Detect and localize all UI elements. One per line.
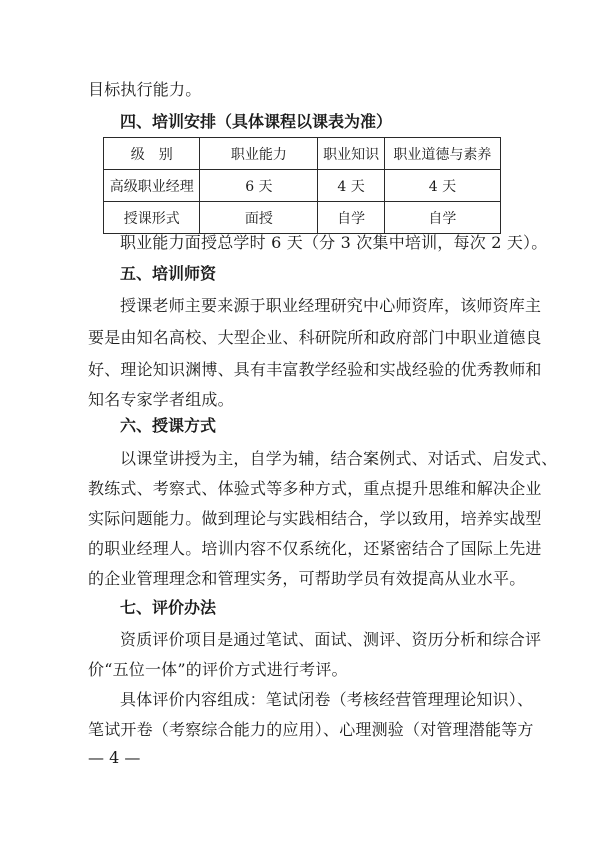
- paragraph-line: 好、理论知识渊博、具有丰富教学经验和实战经验的优秀教师和: [88, 360, 542, 379]
- paragraph-line: 要是由知名高校、大型企业、科研院所和政府部门中职业道德良: [88, 328, 542, 347]
- paragraph-line: 以课堂讲授为主，自学为辅，结合案例式、对话式、启发式、: [120, 449, 558, 468]
- paragraph-line: 价“五位一体”的评价方式进行考评。: [88, 660, 348, 679]
- section-heading-teaching-method: 六、授课方式: [120, 416, 217, 435]
- training-schedule-table: [103, 137, 501, 234]
- header-cell-professional-ability: 职业能力: [200, 138, 318, 170]
- table-cell: 自学: [384, 202, 500, 234]
- page-number: — 4 —: [88, 748, 141, 767]
- paragraph-line: 的职业经理人。培训内容不仅系统化，还紧密结合了国际上先进: [88, 539, 542, 558]
- section-heading-instructors: 五、培训师资: [120, 264, 217, 283]
- header-cell-professional-knowledge: 职业知识: [318, 138, 385, 170]
- table-row: [104, 170, 501, 202]
- section-heading-training-arrangement: 四、培训安排（具体课程以课表为准）: [120, 112, 393, 131]
- table-cell: 4 天: [384, 170, 500, 202]
- paragraph-line: 教练式、考察式、体验式等多种方式，重点提升思维和解决企业: [88, 479, 542, 498]
- table-cell: 6 天: [200, 170, 318, 202]
- header-cell-ethics: 职业道德与素养: [384, 138, 500, 170]
- paragraph-line: 笔试开卷（考察综合能力的应用）、心理测验（对管理潜能等方: [88, 720, 534, 739]
- table-cell: 自学: [318, 202, 385, 234]
- paragraph-line: 职业能力面授总学时 6 天（分 3 次集中培训，每次 2 天）。: [120, 233, 548, 252]
- paragraph-line: 目标执行能力。: [88, 80, 202, 99]
- paragraph-line: 的企业管理理念和管理实务，可帮助学员有效提高从业水平。: [88, 569, 526, 588]
- table-cell: 面授: [200, 202, 318, 234]
- paragraph-line: 实际问题能力。做到理论与实践相结合，学以致用，培养实战型: [88, 509, 542, 528]
- table-header-row: [104, 138, 501, 170]
- table-cell: 授课形式: [104, 202, 200, 234]
- paragraph-line: 资质评价项目是通过笔试、面试、测评、资历分析和综合评: [120, 630, 542, 649]
- table-row: [104, 202, 501, 234]
- paragraph-line: 具体评价内容组成：笔试闭卷（考核经营管理理论知识）、: [120, 690, 534, 709]
- paragraph-line: 授课老师主要来源于职业经理研究中心师资库，该师资库主: [120, 296, 542, 315]
- table-cell: 4 天: [318, 170, 385, 202]
- header-cell-level: 级 别: [104, 138, 200, 170]
- table-cell: 高级职业经理: [104, 170, 200, 202]
- paragraph-line: 知名专家学者组成。: [88, 390, 234, 409]
- section-heading-evaluation: 七、评价办法: [120, 598, 217, 617]
